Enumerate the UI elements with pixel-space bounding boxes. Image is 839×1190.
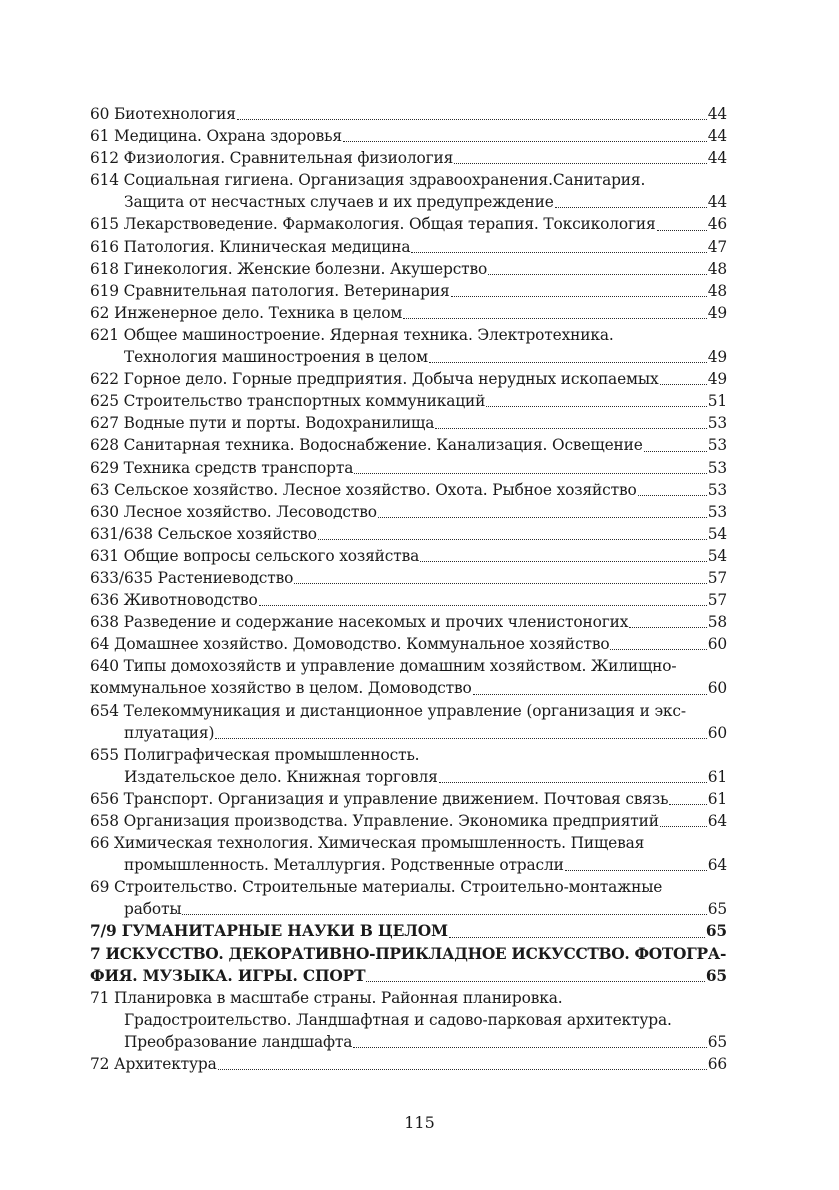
toc-entry [90, 390, 727, 412]
toc-page-number: 49 [707, 370, 727, 389]
dot-leader [638, 479, 707, 501]
dot-leader [644, 434, 707, 456]
dot-leader [488, 258, 707, 280]
toc-entry [90, 479, 727, 501]
toc-line [90, 655, 727, 677]
toc-entry [90, 434, 727, 456]
dot-leader [218, 1053, 707, 1075]
toc-entry [90, 567, 727, 589]
toc-entry-title: 628 Санитарная техника. Водоснабжение. Канализация. Освещение [90, 436, 643, 455]
toc-page-number: 53 [707, 480, 727, 499]
toc-line [90, 854, 727, 876]
toc-page-number: 46 [707, 215, 727, 234]
toc-line [90, 191, 727, 213]
toc-page-number: 57 [707, 591, 727, 610]
toc-page-number: 60 [707, 679, 727, 698]
toc-entry [90, 523, 727, 545]
dot-leader [486, 390, 706, 412]
toc-entry-title: 656 Транспорт. Организация и управление движением. Почтовая связь [90, 789, 669, 808]
toc-page-number: 65 [705, 922, 727, 941]
toc-entry-title: 71 Планировка в масштабе страны. Районная планировка. [90, 988, 563, 1007]
dot-leader [215, 722, 706, 744]
toc-entry-title: 64 Домашнее хозяйство. Домоводство. Коммунальное хозяйство [90, 635, 610, 654]
dot-leader [449, 920, 705, 942]
toc-line [90, 722, 727, 744]
toc-line [90, 987, 727, 1009]
toc-entry-title: 640 Типы домохозяйств и управление домашним хозяйством. Жилищно- [90, 657, 677, 676]
dot-leader [439, 766, 707, 788]
toc-line [90, 677, 727, 699]
toc-entry-title: 654 Телекоммуникация и дистанционное управление (организация и экс- [90, 701, 686, 720]
dot-leader [451, 280, 707, 302]
dot-leader [182, 898, 706, 920]
dot-leader [660, 810, 707, 832]
toc-line [90, 545, 727, 567]
toc-entry-title: 616 Патология. Клиническая медицина [90, 237, 411, 256]
toc-entry [90, 589, 727, 611]
toc-entry-title: Защита от несчастных случаев и их предупреждение [124, 193, 554, 212]
toc-line [90, 523, 727, 545]
toc-entry-title: 612 Физиология. Сравнительная физиология [90, 149, 454, 168]
toc-page-number: 57 [707, 568, 727, 587]
toc-line [90, 898, 727, 920]
toc-entry [90, 943, 727, 987]
toc-entry-title: 631 Общие вопросы сельского хозяйства [90, 546, 420, 565]
toc-line [90, 788, 727, 810]
toc-line [90, 1031, 727, 1053]
toc-entry [90, 611, 727, 633]
page-number: 115 [404, 1113, 435, 1132]
toc-entry-title: Преобразование ландшафта [124, 1032, 353, 1051]
toc-entry [90, 920, 727, 942]
dot-leader [429, 346, 707, 368]
toc-entry [90, 700, 727, 744]
toc-line [90, 147, 727, 169]
toc-entry-title: 625 Строительство транспортных коммуникаций [90, 392, 486, 411]
toc-line [90, 434, 727, 456]
toc-line [90, 258, 727, 280]
dot-leader [259, 589, 707, 611]
toc-line [90, 810, 727, 832]
dot-leader [629, 611, 706, 633]
dot-leader [657, 213, 707, 235]
toc-line [90, 832, 727, 854]
toc-entry [90, 545, 727, 567]
toc-entry-title: Технология машиностроения в целом [124, 348, 428, 367]
toc-line [90, 324, 727, 346]
dot-leader [610, 633, 706, 655]
toc-page-number: 44 [707, 105, 727, 123]
toc-entry-title: 619 Сравнительная патология. Ветеринария [90, 281, 450, 300]
toc-line [90, 589, 727, 611]
dot-leader [318, 523, 707, 545]
toc-page-number: 54 [707, 546, 727, 565]
dot-leader [660, 368, 707, 390]
toc-entry-title: 7 ИСКУССТВО. ДЕКОРАТИВНО-ПРИКЛАДНОЕ ИСКУССТВО. ФОТОГРА- [90, 944, 727, 963]
toc-page-number: 64 [707, 856, 727, 875]
toc-line [90, 1053, 727, 1075]
toc-line [90, 744, 727, 766]
toc-entry-title: промышленность. Металлургия. Родственные отрасли [124, 856, 564, 875]
toc-line [90, 920, 727, 942]
toc-line [90, 876, 727, 898]
toc-entry [90, 280, 727, 302]
toc-entry [90, 258, 727, 280]
toc-entry-title: 621 Общее машиностроение. Ядерная техника. Электротехника. [90, 325, 614, 344]
toc-entry-title: 7/9 ГУМАНИТАРНЫЕ НАУКИ В ЦЕЛОМ [90, 922, 448, 941]
toc-page-number: 65 [707, 900, 727, 919]
toc-page-number: 53 [707, 414, 727, 433]
toc-line [90, 412, 727, 434]
toc-entry-title: работы [124, 900, 182, 919]
dot-leader [378, 501, 707, 523]
toc-page-number: 49 [707, 303, 727, 322]
toc-line [90, 346, 727, 368]
dot-leader [294, 567, 706, 589]
toc-entry [90, 213, 727, 235]
toc-line [90, 236, 727, 258]
toc-entry-title: 72 Архитектура [90, 1055, 217, 1074]
toc-page-number: 61 [707, 789, 727, 808]
toc-page-number: 53 [707, 458, 727, 477]
toc-line [90, 125, 727, 147]
toc-line [90, 611, 727, 633]
toc-page-number: 49 [707, 348, 727, 367]
dot-leader [669, 788, 706, 810]
toc-entry-title: 69 Строительство. Строительные материалы. Строительно-монтажные [90, 878, 663, 897]
toc-page-number: 47 [707, 237, 727, 256]
dot-leader [343, 125, 707, 147]
toc-entry-title: 627 Водные пути и порты. Водохранилища [90, 414, 435, 433]
toc-entry-title: 615 Лекарствоведение. Фармакология. Общая терапия. Токсикология [90, 215, 656, 234]
toc-entry [90, 501, 727, 523]
dot-leader [353, 1031, 706, 1053]
toc-page-number: 61 [707, 767, 727, 786]
toc-entry [90, 169, 727, 213]
toc-page-number: 44 [707, 127, 727, 146]
toc-line [90, 965, 727, 987]
toc-entry-title: 63 Сельское хозяйство. Лесное хозяйство. Охота. Рыбное хозяйство [90, 480, 637, 499]
table-of-contents [90, 103, 727, 1075]
toc-entry-title: 62 Инженерное дело. Техника в целом [90, 303, 403, 322]
toc-page-number: 60 [707, 723, 727, 742]
dot-leader [237, 103, 707, 125]
toc-entry-title: плуатация) [124, 723, 215, 742]
toc-line [90, 368, 727, 390]
toc-line [90, 280, 727, 302]
toc-entry-title: 655 Полиграфическая промышленность. [90, 745, 420, 764]
toc-entry-title: 630 Лесное хозяйство. Лесоводство [90, 502, 377, 521]
toc-entry-title: ФИЯ. МУЗЫКА. ИГРЫ. СПОРТ [90, 966, 366, 985]
toc-entry-title: 638 Разведение и содержание насекомых и прочих членистоногих [90, 613, 629, 632]
toc-page-number: 64 [707, 812, 727, 830]
toc-entry [90, 788, 727, 810]
toc-entry [90, 103, 727, 125]
toc-page-number: 53 [707, 502, 727, 521]
dot-leader [411, 236, 706, 258]
toc-entry [90, 147, 727, 169]
toc-line [90, 457, 727, 479]
toc-page-number: 48 [707, 281, 727, 300]
dot-leader [420, 545, 707, 567]
toc-entry-title: 61 Медицина. Охрана здоровья [90, 127, 342, 146]
toc-entry [90, 457, 727, 479]
toc-entry-title: коммунальное хозяйство в целом. Домоводство [90, 679, 472, 698]
toc-entry [90, 655, 727, 699]
dot-leader [555, 191, 707, 213]
toc-entry-title: Градостроительство. Ландшафтная и садово-парковая архитектура. [124, 1010, 672, 1029]
toc-entry [90, 810, 727, 832]
toc-entry [90, 236, 727, 258]
toc-entry [90, 832, 727, 876]
toc-line [90, 943, 727, 965]
toc-entry [90, 987, 727, 1053]
toc-line [90, 567, 727, 589]
toc-entry-title: 636 Животноводство [90, 591, 258, 610]
toc-page-number: 60 [707, 635, 727, 654]
toc-entry-title: 631/638 Сельское хозяйство [90, 524, 317, 543]
toc-entry-title: 658 Организация производства. Управление. Экономика предприятий [90, 812, 659, 830]
toc-entry-title: 618 Гинекология. Женские болезни. Акушерство [90, 259, 488, 278]
toc-page-number: 65 [705, 966, 727, 985]
toc-entry [90, 876, 727, 920]
toc-entry [90, 324, 727, 368]
toc-page-number: 44 [707, 193, 727, 212]
toc-entry [90, 1053, 727, 1075]
toc-entry-title: Издательское дело. Книжная торговля [124, 767, 438, 786]
dot-leader [435, 412, 706, 434]
toc-page-number: 44 [707, 149, 727, 168]
toc-entry-title: 66 Химическая технология. Химическая промышленность. Пищевая [90, 834, 645, 853]
toc-line [90, 213, 727, 235]
toc-entry [90, 125, 727, 147]
toc-line [90, 103, 727, 125]
toc-entry [90, 412, 727, 434]
toc-line [90, 302, 727, 324]
toc-page-number: 58 [707, 613, 727, 632]
toc-entry [90, 633, 727, 655]
toc-line [90, 501, 727, 523]
toc-page-number: 51 [707, 392, 727, 411]
toc-line [90, 1009, 727, 1031]
toc-page-number: 66 [707, 1055, 727, 1074]
dot-leader [366, 965, 705, 987]
toc-entry-title: 629 Техника средств транспорта [90, 458, 354, 477]
dot-leader [354, 457, 706, 479]
toc-entry [90, 302, 727, 324]
toc-line [90, 169, 727, 191]
toc-entry-title: 622 Горное дело. Горные предприятия. Добыча нерудных ископаемых [90, 370, 659, 389]
toc-entry-title: 633/635 Растениеводство [90, 568, 294, 587]
dot-leader [403, 302, 707, 324]
toc-line [90, 766, 727, 788]
dot-leader [473, 677, 707, 699]
toc-page-number: 53 [707, 436, 727, 455]
toc-page-number: 48 [707, 259, 727, 278]
dot-leader [454, 147, 707, 169]
toc-line [90, 479, 727, 501]
toc-line [90, 390, 727, 412]
toc-entry-title: 614 Социальная гигиена. Организация здравоохранения.Санитария. [90, 171, 646, 190]
dot-leader [565, 854, 707, 876]
toc-line [90, 633, 727, 655]
toc-entry-title: 60 Биотехнология [90, 105, 236, 123]
toc-line [90, 700, 727, 722]
toc-entry [90, 368, 727, 390]
toc-entry [90, 744, 727, 788]
toc-page-number: 65 [707, 1032, 727, 1051]
toc-page-number: 54 [707, 524, 727, 543]
